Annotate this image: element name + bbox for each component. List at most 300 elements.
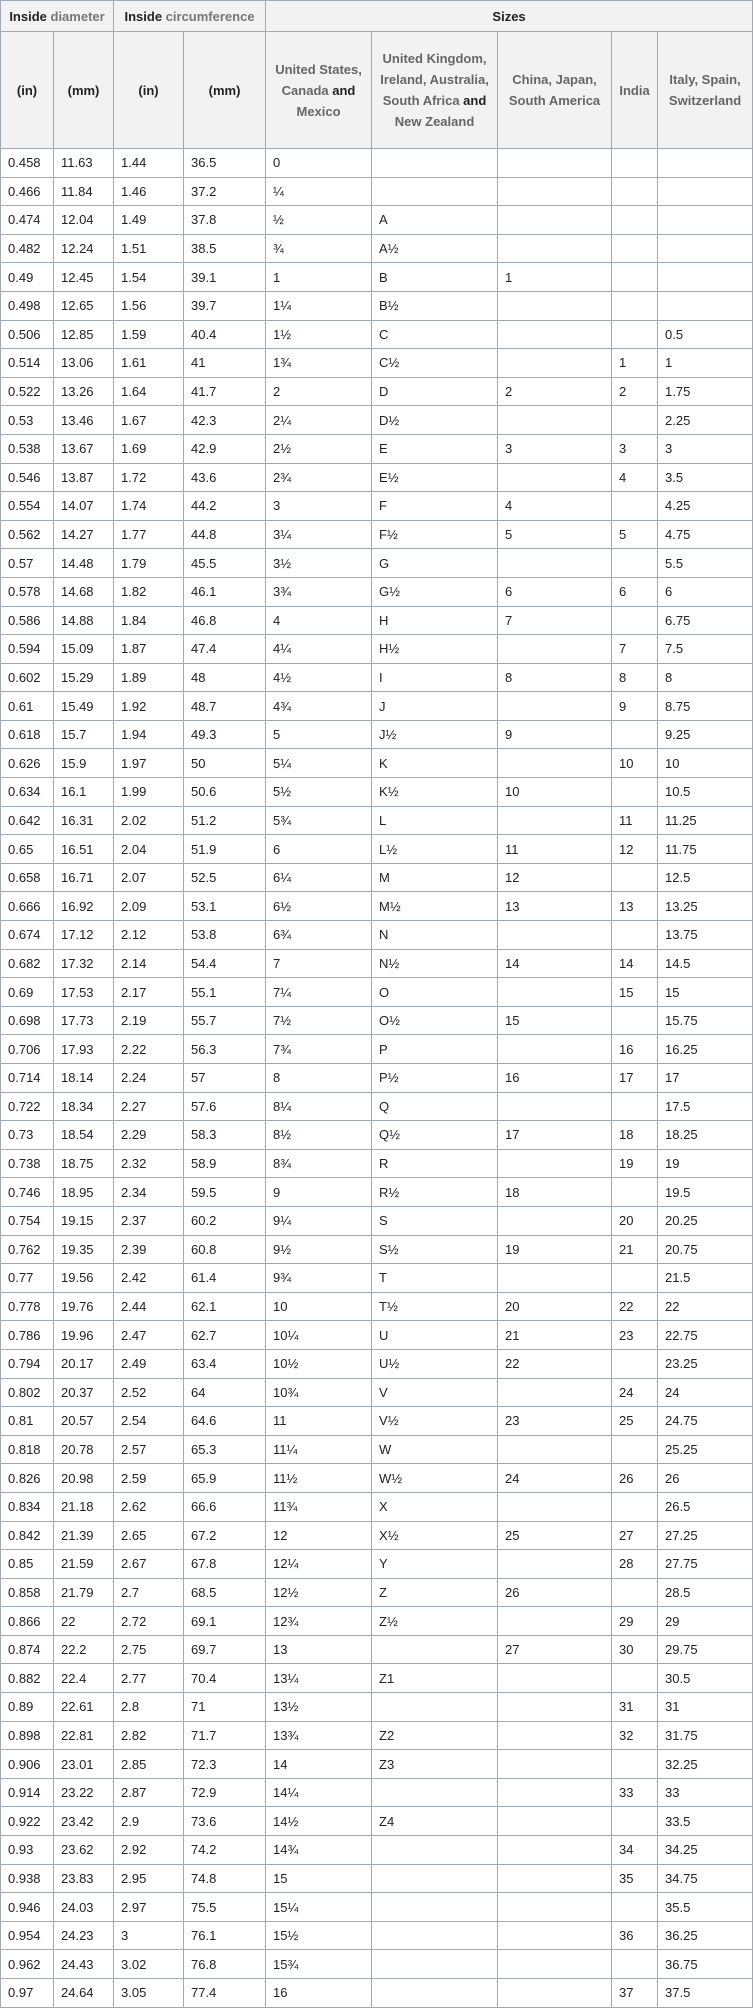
inside-diameter-header <box>1 1 114 32</box>
diameter-in-cell: 0.93 <box>1 1836 54 1865</box>
italy-size-cell: 27.75 <box>658 1550 753 1579</box>
circumference-in-cell: 1.74 <box>114 492 184 521</box>
diameter-in-cell: 0.594 <box>1 635 54 664</box>
china-size-cell <box>498 1550 612 1579</box>
china-size-cell <box>498 1721 612 1750</box>
diameter-in-cell: 0.514 <box>1 349 54 378</box>
uk-size-cell: D½ <box>372 406 498 435</box>
india-size-cell: 1 <box>612 349 658 378</box>
italy-size-cell <box>658 149 753 178</box>
table-row <box>1 1321 753 1350</box>
table-row <box>1 434 753 463</box>
circumference-mm-cell: 77.4 <box>184 1979 266 2008</box>
table-row <box>1 1521 753 1550</box>
italy-size-cell: 1 <box>658 349 753 378</box>
circumference-mm-cell: 58.9 <box>184 1149 266 1178</box>
india-size-cell: 33 <box>612 1778 658 1807</box>
diameter-mm-cell: 17.73 <box>54 1006 114 1035</box>
india-size-cell: 4 <box>612 463 658 492</box>
diameter-mm-cell: 12.65 <box>54 291 114 320</box>
diameter-in-cell: 0.714 <box>1 1064 54 1093</box>
us-size-cell: 13 <box>266 1635 372 1664</box>
circumference-in-cell: 2.02 <box>114 806 184 835</box>
diameter-mm-cell: 18.34 <box>54 1092 114 1121</box>
circumference-in-cell: 1.79 <box>114 549 184 578</box>
circumference-in-cell: 2.19 <box>114 1006 184 1035</box>
circumference-in-cell: 2.75 <box>114 1635 184 1664</box>
us-size-cell: 10¾ <box>266 1378 372 1407</box>
us-size-cell: 9½ <box>266 1235 372 1264</box>
china-size-cell: 16 <box>498 1064 612 1093</box>
table-row <box>1 692 753 721</box>
us-size-cell: 6½ <box>266 892 372 921</box>
circumference-mm-cell: 55.1 <box>184 978 266 1007</box>
circumference-mm-cell: 44.8 <box>184 520 266 549</box>
italy-size-cell <box>658 263 753 292</box>
diameter-in-cell: 0.698 <box>1 1006 54 1035</box>
circumference-in-cell: 2.24 <box>114 1064 184 1093</box>
diameter-mm-cell: 19.15 <box>54 1206 114 1235</box>
us-size-cell: 5¾ <box>266 806 372 835</box>
circumference-in-cell: 2.39 <box>114 1235 184 1264</box>
uk-size-cell: T½ <box>372 1292 498 1321</box>
uk-size-cell: C½ <box>372 349 498 378</box>
circumference-in-cell: 1.99 <box>114 778 184 807</box>
circumference-mm-cell: 72.9 <box>184 1778 266 1807</box>
diameter-in-cell: 0.89 <box>1 1693 54 1722</box>
india-size-cell: 26 <box>612 1464 658 1493</box>
circumference-mm-cell: 56.3 <box>184 1035 266 1064</box>
china-size-cell <box>498 177 612 206</box>
table-row <box>1 463 753 492</box>
india-size-cell <box>612 1578 658 1607</box>
china-size-cell: 8 <box>498 663 612 692</box>
india-size-cell: 24 <box>612 1378 658 1407</box>
uk-size-cell: E½ <box>372 463 498 492</box>
circumference-mm-cell: 59.5 <box>184 1178 266 1207</box>
uk-size-cell: Z3 <box>372 1750 498 1779</box>
circumference-in-cell: 2.85 <box>114 1750 184 1779</box>
china-size-cell <box>498 1950 612 1979</box>
us-size-cell: 14½ <box>266 1807 372 1836</box>
china-size-cell <box>498 635 612 664</box>
us-size-cell: 3¾ <box>266 577 372 606</box>
us-size-cell: 12½ <box>266 1578 372 1607</box>
circumference-mm-cell: 46.8 <box>184 606 266 635</box>
table-row <box>1 349 753 378</box>
circumference-in-cell: 2.7 <box>114 1578 184 1607</box>
india-size-cell: 28 <box>612 1550 658 1579</box>
circumference-mm-cell: 52.5 <box>184 863 266 892</box>
china-size-cell: 12 <box>498 863 612 892</box>
india-size-cell <box>612 492 658 521</box>
uk-size-cell: X½ <box>372 1521 498 1550</box>
us-size-cell: 13½ <box>266 1693 372 1722</box>
diameter-mm-cell: 14.07 <box>54 492 114 521</box>
diameter-mm-cell: 11.84 <box>54 177 114 206</box>
china-size-cell: 2 <box>498 377 612 406</box>
circumference-mm-cell: 38.5 <box>184 234 266 263</box>
italy-size-cell <box>658 291 753 320</box>
circumference-mm-cell: 63.4 <box>184 1349 266 1378</box>
diameter-mm-cell: 20.17 <box>54 1349 114 1378</box>
table-row <box>1 1721 753 1750</box>
circumference-mm-cell: 37.2 <box>184 177 266 206</box>
uk-size-cell: P½ <box>372 1064 498 1093</box>
circumference-in-cell: 2.52 <box>114 1378 184 1407</box>
china-size-cell: 19 <box>498 1235 612 1264</box>
circumference-in-cell: 2.59 <box>114 1464 184 1493</box>
uk-size-cell <box>372 1979 498 2008</box>
india-size-cell <box>612 149 658 178</box>
china-size-cell <box>498 349 612 378</box>
diameter-mm-cell: 19.35 <box>54 1235 114 1264</box>
diameter-mm-cell: 23.42 <box>54 1807 114 1836</box>
table-row <box>1 1750 753 1779</box>
table-row <box>1 749 753 778</box>
china-size-cell <box>498 320 612 349</box>
circumference-in-cell: 1.89 <box>114 663 184 692</box>
table-row <box>1 1464 753 1493</box>
diameter-in-cell: 0.858 <box>1 1578 54 1607</box>
china-size-cell <box>498 1664 612 1693</box>
us-size-cell: 12¾ <box>266 1607 372 1636</box>
china-size-cell <box>498 1778 612 1807</box>
italy-size-cell: 31.75 <box>658 1721 753 1750</box>
us-size-cell: 13¾ <box>266 1721 372 1750</box>
table-row <box>1 1292 753 1321</box>
circumference-in-cell: 2.49 <box>114 1349 184 1378</box>
diameter-mm-cell: 13.67 <box>54 434 114 463</box>
uk-size-cell: U½ <box>372 1349 498 1378</box>
italy-size-cell: 33 <box>658 1778 753 1807</box>
us-size-cell: 4½ <box>266 663 372 692</box>
diameter-mm-cell: 22.61 <box>54 1693 114 1722</box>
china-size-cell <box>498 1264 612 1293</box>
italy-size-cell: 19 <box>658 1149 753 1178</box>
circumference-in-cell: 1.82 <box>114 577 184 606</box>
diameter-in-cell: 0.922 <box>1 1807 54 1836</box>
china-size-cell: 14 <box>498 949 612 978</box>
india-size-cell <box>612 1893 658 1922</box>
italy-size-cell: 27.25 <box>658 1521 753 1550</box>
us-size-cell: 3½ <box>266 549 372 578</box>
diameter-mm-cell: 18.95 <box>54 1178 114 1207</box>
us-size-cell: 4¾ <box>266 692 372 721</box>
circumference-mm-cell: 48.7 <box>184 692 266 721</box>
india-size-cell: 8 <box>612 663 658 692</box>
circumference-mm-cell: 69.1 <box>184 1607 266 1636</box>
china-size-cell: 21 <box>498 1321 612 1350</box>
circumference-in-cell: 1.49 <box>114 206 184 235</box>
table-row <box>1 1035 753 1064</box>
india-size-cell <box>612 549 658 578</box>
table-row <box>1 149 753 178</box>
diameter-in-cell: 0.706 <box>1 1035 54 1064</box>
uk-size-cell: F½ <box>372 520 498 549</box>
diameter-in-cell: 0.81 <box>1 1407 54 1436</box>
china-size-cell <box>498 1864 612 1893</box>
china-size-cell <box>498 1035 612 1064</box>
circumference-in-cell: 2.65 <box>114 1521 184 1550</box>
italy-size-cell: 0.5 <box>658 320 753 349</box>
us-size-cell: 6 <box>266 835 372 864</box>
diameter-mm-cell: 16.71 <box>54 863 114 892</box>
uk-size-cell: V½ <box>372 1407 498 1436</box>
india-size-cell: 13 <box>612 892 658 921</box>
diameter-mm-cell: 20.37 <box>54 1378 114 1407</box>
uk-size-cell: K½ <box>372 778 498 807</box>
italy-size-cell: 11.25 <box>658 806 753 835</box>
uk-size-cell: W <box>372 1435 498 1464</box>
diameter-mm-cell: 15.49 <box>54 692 114 721</box>
diameter-in-cell: 0.538 <box>1 434 54 463</box>
us-size-cell: 4 <box>266 606 372 635</box>
china-size-cell: 1 <box>498 263 612 292</box>
us-size-cell: 3 <box>266 492 372 521</box>
table-row <box>1 1178 753 1207</box>
italy-size-cell: 9.25 <box>658 720 753 749</box>
diameter-in-cell: 0.578 <box>1 577 54 606</box>
china-size-cell <box>498 1921 612 1950</box>
diameter-in-cell: 0.882 <box>1 1664 54 1693</box>
diameter-mm-cell: 19.96 <box>54 1321 114 1350</box>
table-row <box>1 520 753 549</box>
diameter-in-cell: 0.794 <box>1 1349 54 1378</box>
italy-size-cell: 36.25 <box>658 1921 753 1950</box>
italy-size-cell: 24.75 <box>658 1407 753 1436</box>
uk-size-cell: Q½ <box>372 1121 498 1150</box>
diameter-in-cell: 0.498 <box>1 291 54 320</box>
china-header: China, Japan, South America <box>498 32 612 149</box>
china-size-cell <box>498 978 612 1007</box>
diameter-in-cell: 0.97 <box>1 1979 54 2008</box>
circumference-in-cell: 1.44 <box>114 149 184 178</box>
india-size-cell: 2 <box>612 377 658 406</box>
diameter-in-cell: 0.762 <box>1 1235 54 1264</box>
china-size-cell: 26 <box>498 1578 612 1607</box>
circumference-mm-cell: 49.3 <box>184 720 266 749</box>
italy-size-cell: 14.5 <box>658 949 753 978</box>
uk-size-cell <box>372 1778 498 1807</box>
circumference-mm-cell: 76.8 <box>184 1950 266 1979</box>
uk-size-cell: A <box>372 206 498 235</box>
table-body <box>1 149 753 2008</box>
circumference-mm-cell: 61.4 <box>184 1264 266 1293</box>
china-size-cell <box>498 1378 612 1407</box>
circumference-in-cell: 1.59 <box>114 320 184 349</box>
diameter-mm-cell: 17.53 <box>54 978 114 1007</box>
table-row <box>1 177 753 206</box>
uk-size-cell: A½ <box>372 234 498 263</box>
diameter-mm-cell: 21.59 <box>54 1550 114 1579</box>
table-row <box>1 1149 753 1178</box>
china-size-cell: 23 <box>498 1407 612 1436</box>
china-size-cell: 15 <box>498 1006 612 1035</box>
india-size-cell: 21 <box>612 1235 658 1264</box>
diameter-mm-cell: 16.1 <box>54 778 114 807</box>
diameter-in-cell: 0.562 <box>1 520 54 549</box>
diameter-in-cell: 0.626 <box>1 749 54 778</box>
india-size-cell <box>612 1435 658 1464</box>
china-size-cell <box>498 1750 612 1779</box>
diameter-mm-cell: 23.01 <box>54 1750 114 1779</box>
diameter-mm-cell: 22.4 <box>54 1664 114 1693</box>
india-size-cell <box>612 720 658 749</box>
china-size-cell <box>498 1979 612 2008</box>
india-size-cell <box>612 1178 658 1207</box>
circumference-mm-cell: 53.8 <box>184 921 266 950</box>
diameter-mm-cell: 13.26 <box>54 377 114 406</box>
table-row <box>1 1006 753 1035</box>
us-size-cell: 8¼ <box>266 1092 372 1121</box>
china-size-cell: 5 <box>498 520 612 549</box>
italy-size-cell <box>658 206 753 235</box>
uk-size-cell <box>372 1893 498 1922</box>
india-size-cell <box>612 291 658 320</box>
uk-size-cell: Q <box>372 1092 498 1121</box>
table-row <box>1 1092 753 1121</box>
italy-size-cell: 8.75 <box>658 692 753 721</box>
circumference-mm-cell: 39.1 <box>184 263 266 292</box>
india-size-cell: 37 <box>612 1979 658 2008</box>
diameter-in-cell: 0.674 <box>1 921 54 950</box>
us-size-cell: 12 <box>266 1521 372 1550</box>
uk-size-cell: S <box>372 1206 498 1235</box>
us-size-cell: ¾ <box>266 234 372 263</box>
china-size-cell <box>498 1149 612 1178</box>
circumference-in-cell: 1.97 <box>114 749 184 778</box>
italy-size-cell: 6.75 <box>658 606 753 635</box>
table-row <box>1 1206 753 1235</box>
circumference-in-header: (in) <box>114 32 184 149</box>
india-size-cell: 20 <box>612 1206 658 1235</box>
diameter-in-cell: 0.898 <box>1 1721 54 1750</box>
circumference-in-cell: 2.97 <box>114 1893 184 1922</box>
us-size-cell: 1 <box>266 263 372 292</box>
table-row <box>1 720 753 749</box>
circumference-mm-cell: 42.3 <box>184 406 266 435</box>
diameter-in-cell: 0.738 <box>1 1149 54 1178</box>
india-size-cell: 9 <box>612 692 658 721</box>
india-size-cell: 31 <box>612 1693 658 1722</box>
china-size-cell <box>498 1206 612 1235</box>
diameter-in-cell: 0.786 <box>1 1321 54 1350</box>
india-size-cell <box>612 206 658 235</box>
uk-size-cell: S½ <box>372 1235 498 1264</box>
china-size-cell: 4 <box>498 492 612 521</box>
header-row-groups <box>1 1 753 32</box>
diameter-mm-cell: 14.68 <box>54 577 114 606</box>
india-size-cell: 23 <box>612 1321 658 1350</box>
circumference-mm-cell: 64 <box>184 1378 266 1407</box>
italy-size-cell: 35.5 <box>658 1893 753 1922</box>
circumference-in-cell: 1.92 <box>114 692 184 721</box>
china-size-cell: 9 <box>498 720 612 749</box>
circumference-in-cell: 2.07 <box>114 863 184 892</box>
inside-circumference-header <box>114 1 266 32</box>
italy-size-cell: 8 <box>658 663 753 692</box>
diameter-in-cell: 0.482 <box>1 234 54 263</box>
uk-size-cell <box>372 149 498 178</box>
table-row <box>1 320 753 349</box>
diameter-in-cell: 0.914 <box>1 1778 54 1807</box>
diameter-in-cell: 0.522 <box>1 377 54 406</box>
circumference-in-cell: 2.44 <box>114 1292 184 1321</box>
diameter-mm-cell: 15.29 <box>54 663 114 692</box>
china-size-cell <box>498 749 612 778</box>
italy-size-cell: 29.75 <box>658 1635 753 1664</box>
circumference-mm-cell: 57 <box>184 1064 266 1093</box>
circumference-mm-cell: 71.7 <box>184 1721 266 1750</box>
circumference-mm-cell: 75.5 <box>184 1893 266 1922</box>
circumference-mm-cell: 71 <box>184 1693 266 1722</box>
uk-size-cell: R½ <box>372 1178 498 1207</box>
circumference-in-cell: 2.57 <box>114 1435 184 1464</box>
china-size-cell: 11 <box>498 835 612 864</box>
italy-size-cell: 33.5 <box>658 1807 753 1836</box>
circumference-mm-cell: 58.3 <box>184 1121 266 1150</box>
circumference-mm-cell: 67.8 <box>184 1550 266 1579</box>
circumference-mm-cell: 47.4 <box>184 635 266 664</box>
india-size-cell: 29 <box>612 1607 658 1636</box>
us-size-cell: 14 <box>266 1750 372 1779</box>
circumference-in-cell: 2.27 <box>114 1092 184 1121</box>
diameter-in-cell: 0.818 <box>1 1435 54 1464</box>
italy-size-cell: 3.5 <box>658 463 753 492</box>
circumference-in-cell: 1.84 <box>114 606 184 635</box>
circumference-in-cell: 1.56 <box>114 291 184 320</box>
india-size-cell <box>612 1807 658 1836</box>
table-row <box>1 863 753 892</box>
circumference-in-cell: 1.61 <box>114 349 184 378</box>
us-size-cell: 11 <box>266 1407 372 1436</box>
uk-size-cell: Z1 <box>372 1664 498 1693</box>
china-size-cell: 27 <box>498 1635 612 1664</box>
china-size-cell: 6 <box>498 577 612 606</box>
italy-size-cell: 17 <box>658 1064 753 1093</box>
uk-size-cell: Z2 <box>372 1721 498 1750</box>
uk-size-cell: J <box>372 692 498 721</box>
circumference-mm-cell: 39.7 <box>184 291 266 320</box>
uk-size-cell: B½ <box>372 291 498 320</box>
us-size-cell: 4¼ <box>266 635 372 664</box>
circumference-mm-cell: 44.2 <box>184 492 266 521</box>
diameter-in-cell: 0.53 <box>1 406 54 435</box>
diameter-mm-cell: 16.51 <box>54 835 114 864</box>
diameter-in-cell: 0.65 <box>1 835 54 864</box>
italy-size-cell: 13.75 <box>658 921 753 950</box>
us-size-cell: 10 <box>266 1292 372 1321</box>
circumference-mm-cell: 36.5 <box>184 149 266 178</box>
us-size-cell: 14¾ <box>266 1836 372 1865</box>
italy-size-cell: 17.5 <box>658 1092 753 1121</box>
uk-size-cell: Y <box>372 1550 498 1579</box>
india-size-cell <box>612 1092 658 1121</box>
uk-size-cell: W½ <box>372 1464 498 1493</box>
circumference-in-cell: 3 <box>114 1921 184 1950</box>
india-size-cell: 15 <box>612 978 658 1007</box>
uk-size-cell: D <box>372 377 498 406</box>
italy-size-cell: 20.25 <box>658 1206 753 1235</box>
italy-size-cell: 2.25 <box>658 406 753 435</box>
circumference-mm-cell: 57.6 <box>184 1092 266 1121</box>
diameter-mm-cell: 17.12 <box>54 921 114 950</box>
table-row <box>1 1607 753 1636</box>
diameter-mm-header: (mm) <box>54 32 114 149</box>
uk-size-cell <box>372 1836 498 1865</box>
us-header-last: Mexico <box>296 103 341 119</box>
